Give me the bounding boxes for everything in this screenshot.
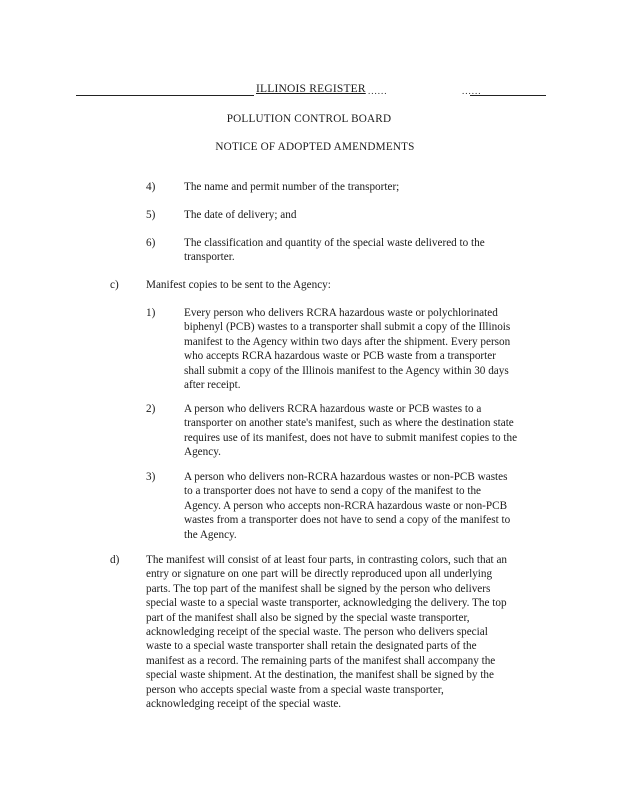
text-line: A person who delivers non-RCRA hazardous wastes or non-PCB wastes: [184, 471, 508, 483]
text-line: shall submit a copy of the Illinois manifest to the Agency within 30 days: [184, 364, 509, 377]
register-title: ILLINOIS REGISTER: [256, 83, 366, 95]
item-text: [184, 236, 546, 265]
item-number: 3): [146, 471, 156, 483]
text-line: after receipt.: [184, 379, 241, 392]
header-rule-left: [76, 95, 254, 96]
text-line: special waste to a special waste transporter, acknowledging the delivery. The top: [146, 597, 507, 610]
header-dots-right: ......: [462, 86, 482, 96]
item-text: [184, 402, 546, 460]
text-line: The manifest will consist of at least four parts, in contrasting colors, such that an: [146, 554, 508, 566]
text-line: Agency.: [184, 446, 221, 459]
text-line: to a transporter does not have to send a copy of the manifest to the: [184, 485, 482, 498]
item-text: The date of delivery; and: [184, 209, 297, 221]
text-line: special waste shipment. At the destination, the manifest shall be signed by the: [146, 669, 494, 682]
text-line: A person who delivers RCRA hazardous waste or PCB wastes to a: [184, 403, 482, 415]
header-dots-left: ......: [368, 86, 388, 96]
text-line: person who accepts special waste from a special waste transporter,: [146, 683, 444, 696]
text-line: The classification and quantity of the special waste delivered to the: [184, 237, 485, 249]
text-line: acknowledging receipt of the special waste.: [146, 698, 342, 711]
text-line: wastes from a transporter does not have to send a copy of the manifest to: [184, 514, 511, 527]
item-number: 5): [146, 209, 156, 221]
text-line: biphenyl (PCB) wastes to a transporter shall submit a copy of the Illinois: [184, 321, 511, 334]
text-line: parts. The top part of the manifest shall be signed by the person who delivers: [146, 582, 491, 595]
text-line: who accepts RCRA hazardous waste or PCB waste from a transporter: [184, 350, 496, 363]
item-text: The name and permit number of the transporter;: [184, 181, 400, 193]
text-line: entry or signature on one part will be directly reproduced upon all underlying: [146, 568, 493, 581]
item-number: 4): [146, 181, 156, 193]
section-text: [146, 553, 546, 711]
section-number: c): [110, 279, 119, 291]
section-text: Manifest copies to be sent to the Agency:: [146, 279, 331, 291]
text-line: manifest as a record. The remaining parts of the manifest shall accompany the: [146, 654, 496, 667]
text-line: acknowledging receipt of the special waste. The person who delivers special: [146, 626, 488, 639]
text-line: Every person who delivers RCRA hazardous waste or polychlorinated: [184, 307, 498, 319]
header-rule-right: [470, 95, 546, 96]
text-line: transporter.: [184, 251, 235, 264]
item-number: 2): [146, 403, 156, 415]
item-text: [184, 470, 546, 542]
text-line: transporter on another state's manifest, such as where the destination state: [184, 417, 514, 430]
text-line: manifest to the Agency within two days after the shipment. Every person: [184, 335, 511, 348]
text-line: part of the manifest shall also be signed by the special waste transporter,: [146, 611, 470, 624]
item-text: [184, 306, 546, 392]
item-number: 1): [146, 307, 156, 319]
text-line: waste to a special waste transporter shall retain the designated parts of the: [146, 640, 477, 653]
item-number: 6): [146, 237, 156, 249]
text-line: requires use of its manifest, does not have to submit manifest copies to the: [184, 431, 518, 444]
text-line: the Agency.: [184, 528, 237, 541]
notice-title: NOTICE OF ADOPTED AMENDMENTS: [215, 141, 415, 153]
section-number: d): [110, 554, 120, 566]
board-title: POLLUTION CONTROL BOARD: [226, 113, 392, 125]
text-line: Agency. A person who accepts non-RCRA hazardous waste or non-PCB: [184, 499, 508, 512]
